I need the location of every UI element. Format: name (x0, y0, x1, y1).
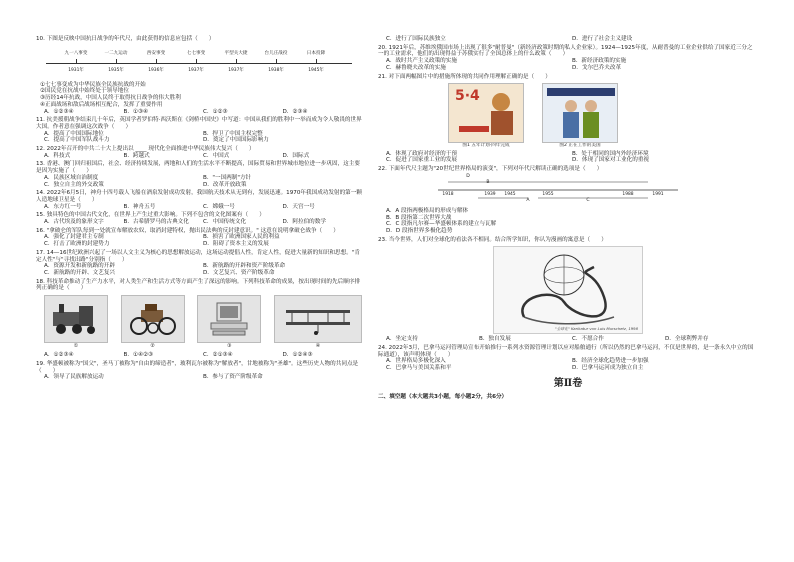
question-23 (378, 237, 758, 343)
timeline-event: 平型关大捷 (224, 50, 248, 56)
answer-options (36, 109, 362, 116)
question-stem: 15. 独具特色的中国古代文化，在世界上产生过重大影响。下列不包含的文化图案有（ ） (36, 212, 265, 219)
answer-options (36, 175, 362, 188)
poster-caption: 图1 五年计划·四年完成 (462, 143, 510, 149)
question-15 (36, 212, 362, 225)
option-d[interactable]: D．体现了国家对工业化的重视 (572, 157, 650, 164)
option-c[interactable]: C．促进了国家重工业的发展 (386, 157, 458, 164)
option-d[interactable]: D．奠定了中国国际影响力 (203, 137, 269, 144)
answer-options (36, 204, 362, 211)
statement: ①七七事变成为中华民族全民族抗战的开始 (40, 81, 146, 88)
option-b[interactable]: B．B 段指第二次世界大战 (386, 214, 452, 221)
option-b[interactable]: B．参与了资产阶级革命 (203, 374, 263, 381)
timeline-event: 西安事变 (146, 50, 166, 56)
question-14 (36, 190, 362, 210)
timeline-year: 1936年 (148, 67, 164, 73)
timeline-tick (196, 59, 197, 64)
answer-options (36, 153, 362, 160)
option-c[interactable]: C．新航路的开辟、文艺复兴 (44, 269, 116, 276)
answer-options (36, 234, 362, 247)
option-c[interactable]: C．①②③ (203, 108, 228, 115)
question-16 (36, 228, 362, 248)
timeline-year: 1935年 (108, 67, 124, 73)
answer-options (378, 36, 758, 43)
timeline-tick (236, 59, 237, 64)
timeline-year: 1918 (442, 191, 454, 197)
question-stem: 23. 当今世界，人们对全球化的看法各不相同。结合所学知识，你认为漫画的寓意是（ ） (378, 236, 607, 243)
cartoon-caption: "全球化" Karikatur von Luis Murschetz, 1998 (554, 325, 638, 331)
answer-options (36, 374, 362, 381)
option-d[interactable]: D．戈尔巴乔夫改革 (572, 64, 622, 71)
question-stem: 17. 14—16世纪欧洲兴起了一场以人文主义为核心的思想解放运动，这场运动提倡人性，肯定人性，促进大量新的知识和思想。"肯定人性"与"寻找出路"分别指（ ） (36, 249, 360, 263)
option-b[interactable]: B．处于相同的国内外经济环境 (572, 150, 649, 157)
american-poster-image (542, 83, 618, 143)
option-a[interactable]: A．①②③④ (44, 108, 74, 115)
question-13 (36, 161, 362, 188)
picture-caption: ① (73, 343, 79, 350)
timeline-tick (276, 59, 277, 64)
timeline-axis (46, 63, 352, 64)
answer-options (36, 263, 362, 276)
option-d[interactable]: D．巴拿马运河成为独立自主 (572, 365, 644, 372)
option-a[interactable]: A．战时共产主义政策的实施 (386, 58, 457, 65)
answer-options (36, 131, 362, 144)
timeline-year: 1937年 (188, 67, 204, 73)
statement: ④正面战场和敌后战场相互配合，发挥了重要作用 (40, 101, 163, 108)
option-a[interactable]: A．民族区域自治制度 (44, 174, 99, 181)
timeline-bracket-lines (378, 173, 758, 206)
timeline-tick (316, 59, 317, 64)
option-b[interactable]: B．新经济政策的实施 (572, 58, 627, 65)
question-stem: 11. 抗美援朝战争结束几十年后，英国学者罗伯特·西沃斯在《剑桥中国史》中写道：中国从我们的胜利中一举而成为令人敬畏的世界大国。作者意在强调这次战争（ ） (36, 117, 362, 130)
option-a[interactable]: A．坐定支持 (386, 336, 418, 343)
poster-caption: 图2 正在工作的美国 (559, 143, 601, 149)
question-stem: 21. 对下面两幅图片中的措施所体现的共同作用理解正确的是（ ） (378, 73, 551, 80)
timeline-year: 1937年 (228, 67, 244, 73)
workers-icon (543, 84, 618, 143)
answer-options (378, 58, 758, 71)
option-a[interactable]: A．古代埃及的象形文字 (44, 219, 104, 226)
picture-caption: ② (150, 343, 155, 350)
timeline-year: 1955 (542, 191, 554, 197)
option-d[interactable]: D．阿拉伯的数学 (282, 219, 326, 226)
question-stem: 13. 香港、澳门回归祖国后，社会、经济持续发展，两地和人们的生活水平不断提高，国际贸易和世界城市地位进一步巩固，这主要是因为实施了（ ） (36, 161, 360, 175)
option-d[interactable]: D．②③④ (282, 108, 308, 115)
question-18 (36, 279, 362, 359)
option-d[interactable]: D．国际式 (282, 152, 310, 159)
war-timeline (36, 46, 362, 80)
picture-item (274, 295, 362, 349)
option-a[interactable]: A．领导了民族解放运动 (44, 374, 104, 381)
question-17 (36, 250, 362, 277)
option-b[interactable]: B．损害了欧洲国家人民的利益 (203, 234, 280, 241)
option-b[interactable]: B．"一国两制"方针 (203, 174, 252, 181)
option-a[interactable]: A．东方红一号 (44, 203, 82, 210)
fill-blank-heading: 二、填空题（本大题共3小题，每小题2分，共6分） (378, 393, 508, 400)
poster-pair (448, 83, 758, 149)
option-b[interactable]: B．新航路的开辟和资产阶级革命 (203, 263, 286, 270)
timeline-event: 一二九运动 (104, 50, 128, 56)
question-stem: 12. 2022年召开的中共二十大上提出以 ____ 现代化全面推进中华民族伟大复兴（ ） (36, 146, 255, 153)
early-car-image (121, 295, 185, 343)
picture-caption: ④ (315, 343, 321, 350)
question-stem: 14. 2022年6月5日，神舟十四号载人飞船在酒泉发射成功发射，我国航天技术从无到有，发展迅速。1970年我国成功发射的第一颗人造地球卫星是（ ） (36, 190, 362, 203)
picture-item (121, 295, 185, 349)
question-12 (36, 146, 362, 159)
option-d[interactable]: D．文艺复兴、资产阶级革命 (203, 269, 275, 276)
question-11 (36, 117, 362, 144)
century-timeline (378, 173, 758, 206)
question-20 (378, 45, 758, 72)
option-a[interactable]: A．提高了中国国际地位 (44, 130, 104, 137)
question-stem: 22. 下面年代尺主题为"20世纪世界格局的演变"，下列对年代尺解读正确的选项是（ ） (378, 166, 603, 173)
globalization-cartoon (493, 246, 643, 334)
part-two-title: 第Ⅱ卷 (553, 377, 583, 389)
timeline-mark: C (586, 197, 590, 203)
option-a[interactable]: A．①②③④ (44, 352, 74, 359)
question-stem: 20. 1921年后，苏维埃俄国市场上出现了很多"耐普曼"（新经济政策时期的私人企业家）。1924—1925年度，从耐普曼的工业企业供给了国家近三分之一的工业需求，他们的出现得益于苏俄实行了全国总体上的什么政策（ ） (378, 44, 753, 58)
option-c[interactable]: C．提高了中国军队战斗力 (44, 137, 110, 144)
option-b[interactable]: B．古希腊罗马的古典文化 (123, 219, 189, 226)
question-stem: 10. 下图是反映中国抗日战争的年代尺，由此获得的信息应包括（ ） (36, 36, 215, 42)
question-stem: 19. 华盛顿被称为"国父"，圣马丁被称为"自由的缔造者"，玻利瓦尔被称为"解放者"，甘地被称为"圣雄"。这些历史人物的共同点是（ ） (36, 360, 359, 374)
option-c[interactable]: C．巴拿马与美国关系和平 (386, 365, 452, 372)
timeline-mark: A (526, 197, 530, 203)
option-c[interactable]: C．嫦娥一号 (203, 203, 235, 210)
timeline-year: 1945 (504, 191, 516, 197)
timeline-year: 1939 (484, 191, 496, 197)
option-d[interactable]: D．①②④③ (282, 352, 313, 359)
statement: ②国民党在抗战中始终处于领导地位 (40, 88, 129, 95)
option-c[interactable]: C．不愿合作 (572, 336, 604, 343)
timeline-year: 1931年 (68, 67, 84, 73)
picture-item (197, 295, 261, 349)
option-c[interactable]: C．独立自主的外交政策 (44, 181, 104, 188)
timeline-year: 1945年 (308, 67, 324, 73)
airplane-image (274, 295, 362, 343)
option-b[interactable]: B．神舟五号 (123, 203, 156, 210)
computer-icon (205, 301, 253, 337)
option-b[interactable]: B．独自发展 (479, 336, 511, 343)
option-c[interactable]: C．进行了国际民族独立 (386, 36, 446, 42)
option-c[interactable]: C．中国式 (203, 152, 230, 159)
poster-item (542, 83, 618, 149)
option-b[interactable]: B．经济全球化趋势进一步加强 (572, 358, 649, 365)
option-a[interactable]: A．体现了政府对经济的干预 (386, 150, 457, 157)
timeline-year: 1988 (622, 191, 634, 197)
option-a[interactable]: A．科技式 (44, 152, 71, 159)
answer-options (378, 151, 758, 164)
answer-options (378, 336, 758, 343)
timeline-tick (156, 59, 157, 64)
option-d[interactable]: D．阻碍了资本主义的发展 (203, 241, 269, 248)
timeline-mark: D (466, 173, 470, 179)
locomotive-icon (49, 302, 103, 336)
answer-options (378, 208, 758, 235)
option-a[interactable]: A．强化了封建君主专制 (44, 234, 104, 241)
computer-image (197, 295, 261, 343)
option-d[interactable]: D．全球利弊并存 (665, 336, 709, 343)
option-c[interactable]: C．赫鲁晓夫改革的实施 (386, 64, 446, 71)
statement: ③历经14年抗战，中国人民终于取得抗日战争的伟大胜利 (40, 95, 181, 102)
option-b[interactable]: B．①③④ (123, 108, 148, 115)
option-d[interactable]: D．改革开放政策 (203, 181, 247, 188)
left-column (36, 36, 362, 383)
question-stem: 16. "拿破仑的军队每到一处就宣布解放农奴，取消封建特权，抛出民法典的反封建意识。" 这意在说明拿破仑战争（ ） (36, 227, 339, 234)
question-21 (378, 74, 758, 165)
answer-options (378, 358, 758, 371)
option-c[interactable]: C．②①③④ (203, 352, 233, 359)
picture-caption: ③ (227, 343, 232, 350)
timeline-tick (116, 59, 117, 64)
soviet-poster-image (448, 83, 524, 143)
biplane-icon (278, 302, 358, 336)
option-c[interactable]: C．C 段指凡尔赛—华盛顿体系的建立与瓦解 (386, 221, 497, 228)
option-b[interactable]: B．捍卫了中国主权完整 (203, 130, 263, 137)
question-19-continued (378, 36, 758, 43)
right-column (378, 36, 758, 401)
timeline-mark: B (486, 179, 490, 185)
option-a[interactable]: A．世界格局多极化深入 (386, 358, 446, 365)
question-22 (378, 166, 758, 235)
option-c[interactable]: C．中国传统文化 (203, 219, 247, 226)
timeline-event: 日本投降 (306, 50, 326, 56)
option-a[interactable]: A．资源开发和新航路的开辟 (44, 263, 115, 270)
option-b[interactable]: B．跨越式 (123, 152, 150, 159)
timeline-year: 1991 (652, 191, 664, 197)
svg-text:5·4: 5·4 (455, 88, 480, 105)
question-19 (36, 361, 362, 381)
timeline-year: 1938年 (268, 67, 284, 73)
option-a[interactable]: A．A 段指两极格局的形成与解体 (386, 207, 469, 214)
picture-item (44, 295, 108, 349)
question-10 (36, 36, 362, 115)
worker-icon (449, 84, 524, 143)
steam-locomotive-image (44, 295, 108, 343)
snake-globe-icon (494, 247, 644, 335)
poster-item (448, 83, 524, 149)
option-d[interactable]: D．天宫一号 (282, 203, 315, 210)
timeline-event: 七七事变 (186, 50, 206, 56)
question-stem: 18. 科技革命推动了生产力水平，对人类生产和生活方式等方面产生了深远的影响。下列科技革命的成果，按出现时间的先后顺序排列正确的是（ ） (36, 278, 360, 292)
invention-pictures (36, 295, 362, 349)
timeline-event: 台儿庄战役 (264, 50, 288, 56)
answer-options (36, 219, 362, 226)
option-b[interactable]: B．①④②③ (123, 352, 153, 359)
question-stem: 24. 2022年3月，巴拿马运河管理局宣布开始推行一系列水资源管理计划以应对船舶通行（所以仍然的巴拿马运河，不仅是世界的，是一条永久中立的国际通道），该声明体现（ ） (378, 345, 754, 358)
timeline-event: 九一八事变 (64, 50, 88, 56)
timeline-tick (76, 59, 77, 64)
option-d[interactable]: D．D 段指世界多极化趋势 (386, 227, 453, 234)
option-d[interactable]: D．进行了社会主义建设 (572, 36, 633, 42)
car-icon (127, 302, 179, 336)
option-c[interactable]: C．打击了欧洲的封建势力 (44, 241, 110, 248)
answer-options (36, 352, 362, 359)
question-24 (378, 345, 758, 372)
